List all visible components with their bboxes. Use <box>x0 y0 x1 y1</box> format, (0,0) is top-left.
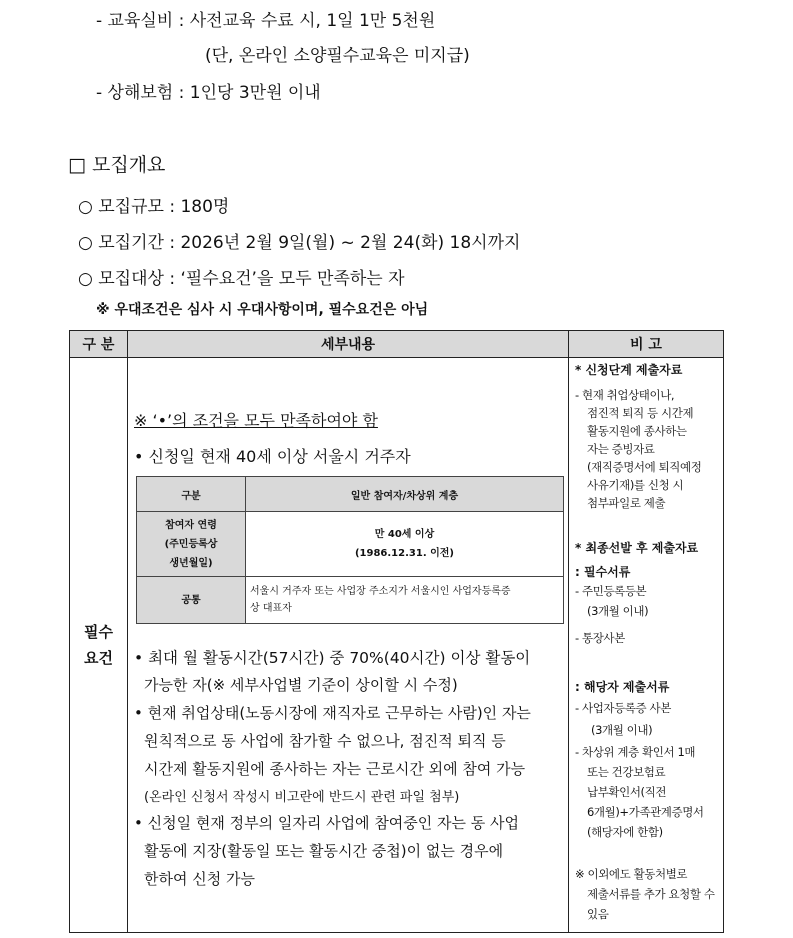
note-line: - 사업자등록증 사본 <box>575 701 671 715</box>
requirements-table <box>69 330 724 933</box>
subtable-label-age: 참여자 연령 (주민등록상 생년월일) <box>137 512 246 577</box>
note-line: 또는 건강보험료 <box>587 765 666 779</box>
header-remarks: 비 고 <box>569 331 724 358</box>
employment-cont-2: 시간제 활동지원에 종사하는 자는 근로시간 외에 참여 가능 <box>144 760 526 778</box>
subtable-header-group: 일반 참여자/차상위 계층 <box>246 477 564 512</box>
note-line: 6개월)+가족관계증명서 <box>587 805 704 819</box>
row-label <box>70 358 128 933</box>
note-line: (3개월 이내) <box>591 723 653 737</box>
note-line: - 주민등록등본 <box>575 584 647 598</box>
activity-hours-cont: 가능한 자(※ 세부사업별 기준이 상이할 시 수정) <box>144 676 458 694</box>
edu-cost-note: (단, 온라인 소양필수교육은 미지급) <box>205 46 470 66</box>
note-conditional-docs: : 해당자 제출서류 <box>575 680 670 694</box>
recruit-target: ○ 모집대상 : ‘필수요건’을 모두 만족하는 자 <box>78 269 405 289</box>
remarks-cell <box>569 358 724 933</box>
preference-note: ※ 우대조건은 심사 시 우대사항이며, 필수요건은 아님 <box>96 302 429 318</box>
note-line: 사유기재)를 신청 시 <box>587 478 684 492</box>
employment-cont-1: 원칙적으로 동 사업에 참가할 수 없으나, 점진적 퇴직 등 <box>144 732 506 750</box>
edu-cost-line: - 교육실비 : 사전교육 수료 시, 1일 1만 5천원 <box>96 11 436 31</box>
note-line: 점진적 퇴직 등 시간제 <box>587 406 694 420</box>
row-label-line1: 필수 <box>84 623 113 641</box>
note-line: 제출서류를 추가 요청할 수 <box>587 887 715 901</box>
header-category: 구 분 <box>70 331 128 358</box>
note-required-docs: : 필수서류 <box>575 565 631 579</box>
gov-job-cont-1: 활동에 지장(활동일 또는 활동시간 중첩)이 없는 경우에 <box>144 842 504 860</box>
employment-attach-note: (온라인 신청서 작성시 비고란에 반드시 관련 파일 첨부) <box>144 790 460 805</box>
subtable-label-common: 공통 <box>137 577 246 624</box>
recruit-period: ○ 모집기간 : 2026년 2월 9일(월) ~ 2월 24(화) 18시까지 <box>78 233 521 253</box>
note-line: (재직증명서에 퇴직예정 <box>587 460 702 474</box>
subtable-header-row <box>137 477 564 512</box>
note-apply-docs-title: * 신청단계 제출자료 <box>575 363 683 377</box>
note-line: 있음 <box>587 907 609 921</box>
note-line: - 차상위 계층 확인서 1매 <box>575 745 696 759</box>
note-line: 활동지원에 종사하는 <box>587 424 687 438</box>
note-line: - 현재 취업상태이나, <box>575 388 675 402</box>
subtable-value-age: 만 40세 이상 (1986.12.31. 이전) <box>246 512 564 577</box>
note-line: 납부확인서(직전 <box>587 785 667 799</box>
header-details: 세부내용 <box>128 331 569 358</box>
bullet-employment: • 현재 취업상태(노동시장에 재직자로 근무하는 사람)인 자는 <box>134 704 531 722</box>
note-line: (3개월 이내) <box>587 604 649 618</box>
note-line: - 통장사본 <box>575 631 625 645</box>
recruit-size: ○ 모집규모 : 180명 <box>78 197 230 217</box>
subtable-header-category: 구분 <box>137 477 246 512</box>
table-row <box>70 358 724 933</box>
note-line: 첨부파일로 제출 <box>587 496 666 510</box>
section-title: □ 모집개요 <box>68 154 166 176</box>
subtable-row-age <box>137 512 564 577</box>
eligibility-subtable <box>136 476 564 624</box>
note-line: (해당자에 한함) <box>587 825 663 839</box>
bullet-activity-hours: • 최대 월 활동시간(57시간) 중 70%(40시간) 이상 활동이 <box>134 649 531 667</box>
note-line: ※ 이외에도 활동처별로 <box>575 867 688 881</box>
bullet-gov-job: • 신청일 현재 정부의 일자리 사업에 참여중인 자는 동 사업 <box>134 814 520 832</box>
note-final-docs-title: * 최종선발 후 제출자료 <box>575 541 699 555</box>
table-header-row <box>70 331 724 358</box>
subtable-value-common: 서울시 거주자 또는 사업장 주소지가 서울시인 사업자등록증 상 대표자 <box>246 577 564 624</box>
insurance-line: - 상해보험 : 1인당 3만원 이내 <box>96 83 321 103</box>
gov-job-cont-2: 한하여 신청 가능 <box>144 870 255 888</box>
note-line: 자는 증빙자료 <box>587 442 655 456</box>
row-label-line2: 요건 <box>84 649 113 667</box>
subtable-row-common <box>137 577 564 624</box>
details-cell <box>128 358 569 933</box>
condition-note: ※ ‘•’의 조건을 모두 만족하여야 함 <box>134 411 378 430</box>
bullet-age-residence: • 신청일 현재 40세 이상 서울시 거주자 <box>134 447 411 466</box>
